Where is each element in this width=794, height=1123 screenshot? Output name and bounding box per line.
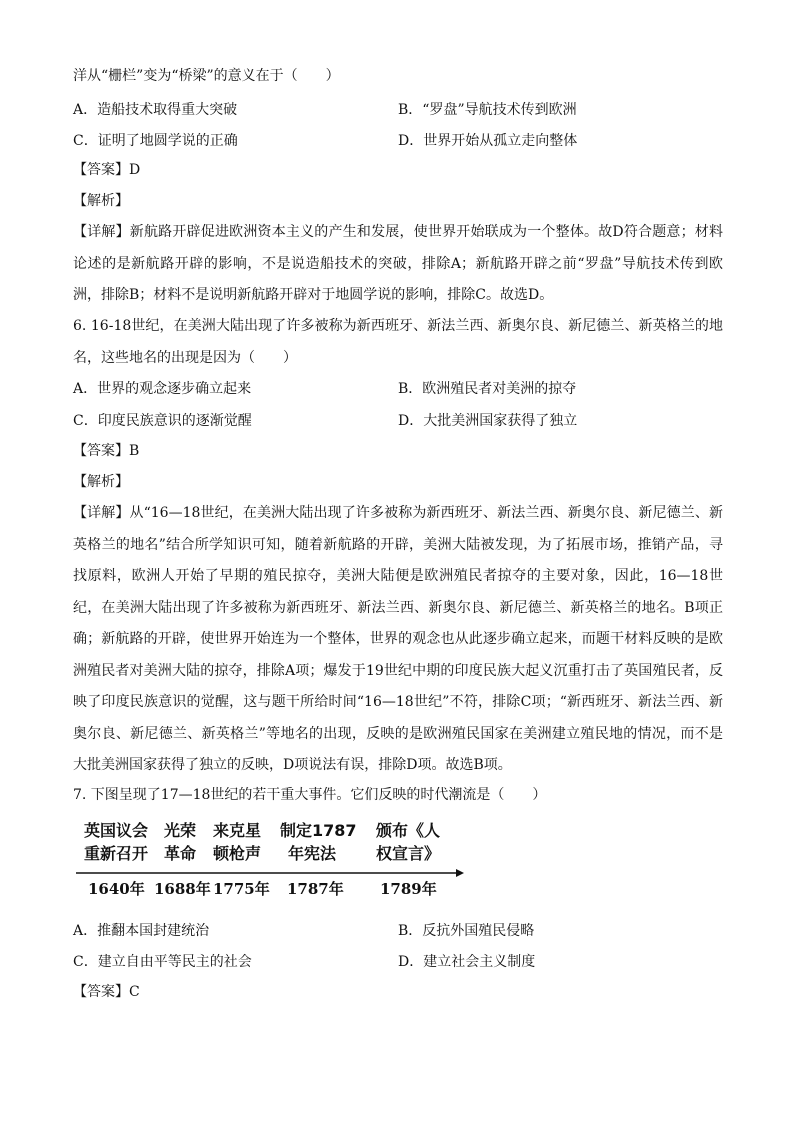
q6-analysis-label: 【解析】 (73, 474, 129, 490)
q6-answer: 【答案】B (73, 443, 140, 459)
q7-option-c: C．建立自由平等民主的社会 (73, 954, 252, 970)
timeline-event-2-line2: 革命 (164, 844, 197, 863)
q7-option-a: A．推翻本国封建统治 (73, 923, 210, 939)
q7-option-b: B．反抗外国殖民侵略 (398, 923, 535, 939)
q5-option-a: A．造船技术取得重大突破 (73, 102, 238, 118)
timeline-year-5: 1789年 (380, 880, 437, 898)
q5-option-b: B．“罗盘”导航技术传到欧洲 (398, 102, 577, 118)
q7-option-d: D．建立社会主义制度 (398, 954, 536, 970)
timeline-year-3: 1775年 (213, 880, 270, 898)
q5-detail: 【详解】新航路开辟促进欧洲资本主义的产生和发展，使世界开始联成为一个整体。故D符合题意；材料论述的是新航路开辟的影响，不是说造船技术的突破，排除A；新航路开辟之前“罗盘”导航技术传到欧洲，排除B；材料不是说明新航路开辟对于地圆学说的影响，排除C。故选D。 (73, 224, 723, 303)
q7-answer: 【答案】C (73, 984, 140, 1000)
timeline-year-2: 1688年 (154, 880, 211, 898)
q5-answer: 【答案】D (73, 162, 141, 178)
timeline-event-5-line1: 颁布《人 (376, 821, 441, 840)
q6-option-d: D．大批美洲国家获得了独立 (398, 413, 578, 429)
timeline-event-1-line1: 英国议会 (84, 821, 149, 840)
timeline-year-1: 1640年 (88, 880, 145, 898)
timeline-event-2-line1: 光荣 (164, 821, 197, 840)
timeline-event-4-line2: 年宪法 (288, 844, 337, 863)
timeline-event-3-line1: 来克星 (213, 821, 262, 840)
q7-stem: 7. 下图呈现了17—18世纪的若干重大事件。它们反映的时代潮流是（ ） (73, 787, 547, 803)
timeline-year-4: 1787年 (287, 880, 344, 898)
q6-option-c: C．印度民族意识的逐渐觉醒 (73, 413, 252, 429)
timeline-axis (76, 869, 464, 877)
timeline-event-5-line2: 权宣言》 (376, 844, 441, 863)
q5-option-c: C．证明了地圆学说的正确 (73, 133, 238, 149)
q6-option-b: B．欧洲殖民者对美洲的掠夺 (398, 381, 577, 397)
timeline-event-4-line1: 制定1787 (280, 821, 357, 840)
timeline-event-3-line2: 顿枪声 (213, 844, 262, 863)
timeline-event-1-line2: 重新召开 (84, 844, 149, 863)
q6-stem: 6. 16-18世纪，在美洲大陆出现了许多被称为新西班牙、新法兰西、新奥尔良、新尼德兰、新英格兰的地名，这些地名的出现是因为（ ） (73, 318, 723, 366)
q5-option-d: D．世界开始从孤立走向整体 (398, 133, 578, 149)
q5-analysis-label: 【解析】 (73, 193, 129, 209)
q6-detail: 【详解】从“16—18世纪，在美洲大陆出现了许多被称为新西班牙、新法兰西、新奥尔良、新尼德兰、新英格兰的地名”结合所学知识可知，随着新航路的开辟，美洲大陆被发现，为了拓展市场，推销产品，寻找原料，欧洲人开始了早期的殖民掠夺，美洲大陆便是欧洲殖民者掠夺的主要对象，因此，16—18世纪，在美洲大陆出现了许多被称为新西班牙、新法兰西、新奥尔良、新尼德兰、新英格兰的地名。B项正确；新航路的开辟，使世界开始连为一个整体，世界的观念也从此逐步确立起来，而题干材料反映的是欧洲殖民者对美洲大陆的掠夺，排除A项；爆发于19世纪中期的印度民族大起义沉重打击了英国殖民者，反映了印度民族意识的觉醒，这与题干所给时间“16—18世纪”不符，排除C项；“新西班牙、新法兰西、新奥尔良、新尼德兰、新英格兰”等地名的出现，反映的是欧洲殖民国家在美洲建立殖民地的情况，而不是大批美洲国家获得了独立的反映，D项说法有误，排除D项。故选B项。 (73, 505, 723, 773)
q5-stem-tail: 洋从“栅栏”变为“桥梁”的意义在于（ ） (73, 68, 340, 84)
q6-option-a: A．世界的观念逐步确立起来 (73, 381, 252, 397)
